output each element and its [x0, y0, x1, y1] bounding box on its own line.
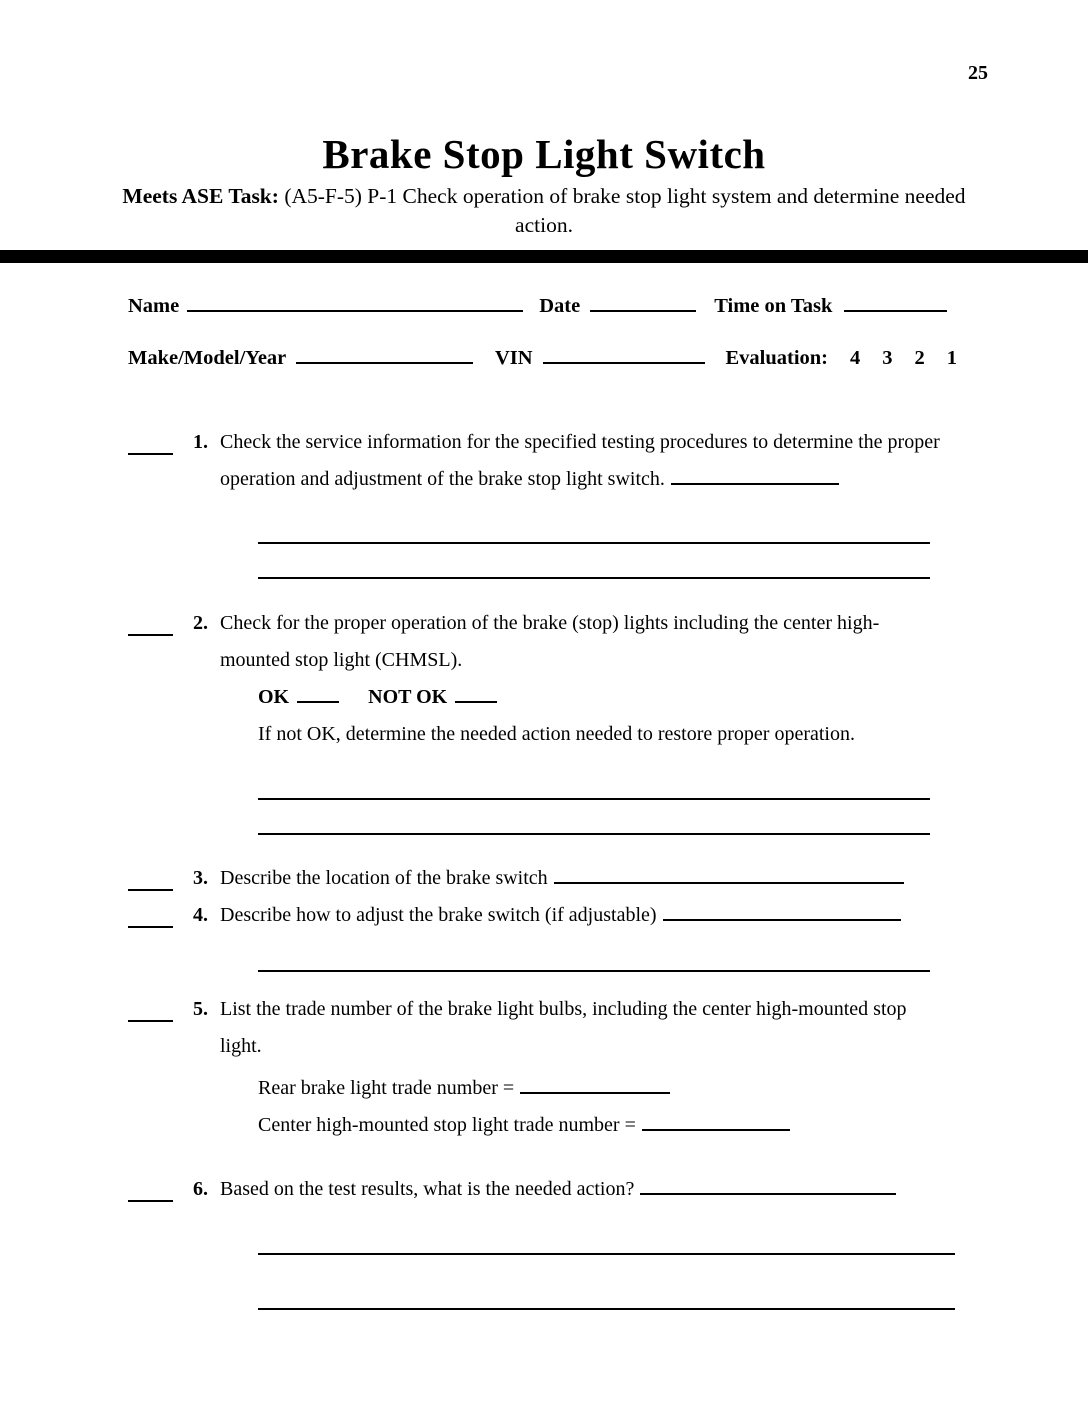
task-2-answer-line-2	[258, 833, 930, 835]
task-5-text: List the trade number of the brake light bulbs, including the center high-mounted stop light.	[220, 998, 907, 1057]
task-item-1	[128, 424, 957, 579]
task-4-text: Describe how to adjust the brake switch (if adjustable)	[220, 904, 657, 926]
task-6-number: 6.	[193, 1178, 208, 1200]
info-row-1	[128, 295, 957, 318]
make-model-year-label: Make/Model/Year	[128, 347, 287, 369]
task-item-2	[128, 605, 957, 835]
evaluation-score-3: 3	[882, 347, 893, 369]
rear-brake-light-blank	[520, 1080, 670, 1094]
name-field-blank	[187, 297, 523, 312]
task-2-text: Check for the proper operation of the brake (stop) lights including the center high-mounted stop light (CHMSL).	[220, 612, 880, 671]
task-1-status-blank	[128, 424, 173, 455]
task-3-number: 3.	[193, 867, 208, 889]
evaluation-score-1: 1	[946, 347, 957, 369]
name-label: Name	[128, 295, 180, 317]
task-5-sub-item-1	[258, 1070, 942, 1107]
date-field-blank	[590, 297, 696, 312]
task-6-inline-blank	[640, 1181, 896, 1195]
task-4-answer-line-1	[258, 970, 930, 972]
make-model-year-field-blank	[296, 349, 473, 364]
ase-task-label: Meets ASE Task:	[122, 184, 279, 208]
rear-brake-light-label: Rear brake light trade number =	[258, 1077, 515, 1099]
task-6-text: Based on the test results, what is the needed action?	[220, 1178, 635, 1200]
task-6-answer-line-2	[258, 1308, 955, 1310]
form-content	[0, 295, 1088, 1310]
task-item-6	[128, 1171, 957, 1310]
page-title: Brake Stop Light Switch	[322, 131, 766, 177]
task-4-status-blank	[128, 897, 173, 928]
time-on-task-field-blank	[844, 297, 947, 312]
info-row-2	[128, 347, 957, 370]
ase-task-text: (A5-F-5) P-1 Check operation of brake stop light system and determine needed action.	[284, 184, 966, 237]
task-2-body	[220, 605, 942, 835]
evaluation-score-2: 2	[914, 347, 925, 369]
ase-task-line	[104, 182, 984, 240]
vin-field-blank	[543, 349, 706, 364]
chmsl-trade-number-label: Center high-mounted stop light trade number =	[258, 1114, 636, 1136]
task-1-text: Check the service information for the specified testing procedures to determine the proper operation and adjustment of the brake stop light switch.	[220, 431, 940, 490]
task-1-inline-blank	[671, 471, 839, 485]
task-3-body	[220, 860, 942, 897]
date-label: Date	[539, 295, 581, 317]
task-4-body	[220, 897, 942, 972]
task-item-3	[128, 860, 957, 897]
task-1-body	[220, 424, 942, 579]
vin-label: VIN	[494, 347, 533, 369]
header-divider-bar	[0, 250, 1088, 263]
task-2-ok-row	[258, 679, 942, 716]
chmsl-trade-number-blank	[642, 1117, 790, 1131]
task-3-status-blank	[128, 860, 173, 891]
task-2-note: If not OK, determine the needed action needed to restore proper operation.	[258, 723, 855, 745]
task-2-status-blank	[128, 605, 173, 636]
not-ok-label: NOT OK	[368, 686, 448, 708]
task-3-inline-blank	[554, 870, 904, 884]
task-2-number: 2.	[193, 612, 208, 634]
ok-label: OK	[258, 686, 290, 708]
task-item-4	[128, 897, 957, 972]
evaluation-score-4: 4	[850, 347, 861, 369]
task-6-answer-line-1	[258, 1253, 955, 1255]
task-5-number: 5.	[193, 998, 208, 1020]
task-5-body	[220, 991, 942, 1144]
ok-blank	[297, 689, 339, 703]
not-ok-blank	[455, 689, 497, 703]
task-4-number: 4.	[193, 904, 208, 926]
task-2-answer-line-1	[258, 798, 930, 800]
task-6-body	[220, 1171, 942, 1310]
page-number: 25	[968, 62, 988, 84]
task-1-answer-line-1	[258, 542, 930, 544]
task-6-status-blank	[128, 1171, 173, 1202]
task-3-text: Describe the location of the brake switch	[220, 867, 548, 889]
task-4-inline-blank	[663, 907, 901, 921]
task-1-number: 1.	[193, 431, 208, 453]
task-item-5	[128, 991, 957, 1144]
task-5-status-blank	[128, 991, 173, 1022]
evaluation-label: Evaluation:	[725, 347, 828, 369]
task-5-sub-item-2	[258, 1107, 942, 1144]
time-on-task-label: Time on Task	[714, 295, 833, 317]
task-1-answer-line-2	[258, 577, 930, 579]
